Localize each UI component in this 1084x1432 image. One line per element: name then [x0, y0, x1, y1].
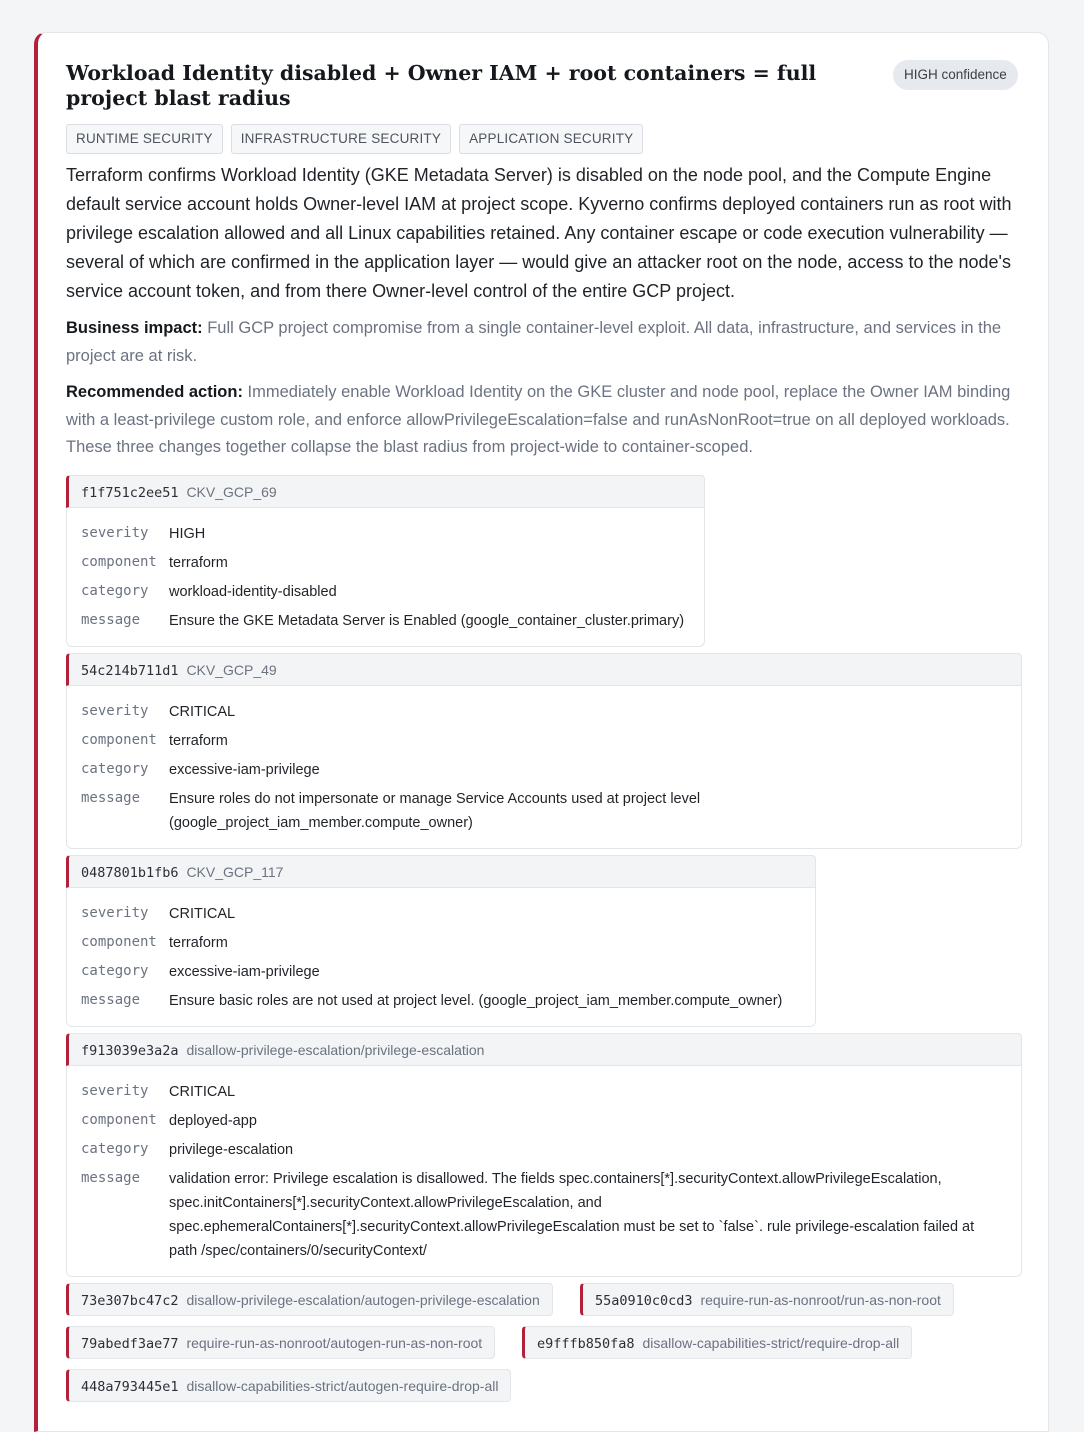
evidence-rule: require-run-as-nonroot/run-as-non-root	[700, 1292, 941, 1308]
insight-card	[34, 32, 1049, 1432]
evidence-id: e9fffb850fa8	[537, 1336, 635, 1352]
evidence-chip[interactable]	[66, 1369, 511, 1402]
evidence-rule: require-run-as-nonroot/autogen-run-as-non-root	[186, 1335, 483, 1351]
evidence-rule: disallow-privilege-escalation/privilege-escalation	[186, 1042, 485, 1058]
severity-value: CRITICAL	[169, 1084, 236, 1100]
tag-application-security: APPLICATION SECURITY	[459, 124, 643, 154]
evidence-item	[66, 475, 705, 647]
business-impact-label: Business impact:	[66, 319, 203, 337]
component-key: component	[81, 1112, 157, 1128]
severity-key: severity	[81, 1083, 149, 1099]
message-key: message	[81, 1170, 141, 1186]
evidence-rule: CKV_GCP_117	[186, 864, 284, 880]
message-value: Ensure basic roles are not used at project level. (google_project_iam_member.compute_owner)	[169, 993, 783, 1009]
tag-list	[66, 124, 643, 154]
evidence-rule: CKV_GCP_69	[186, 484, 277, 500]
evidence-chip[interactable]	[66, 1326, 495, 1359]
evidence-rule: disallow-capabilities-strict/require-drop-all	[642, 1335, 900, 1351]
recommended-action	[66, 379, 1021, 462]
finding-summary: Terraform confirms Workload Identity (GKE Metadata Server) is disabled on the node pool, and the Compute Engine default service account holds Owner-level IAM at project scope. Kyverno confirms deployed containers run as root with privilege escalation allowed and all Linux capabilities retained. Any container escape or code execution vulnerability — several of which are confirmed in the application layer — would give an attacker root on the node, access to the node's service account token, and from there Owner-level control of the entire GCP project.	[66, 165, 1012, 301]
evidence-rule: disallow-privilege-escalation/autogen-privilege-escalation	[186, 1292, 540, 1308]
evidence-chip[interactable]	[522, 1326, 912, 1359]
severity-key: severity	[81, 905, 149, 921]
message-key: message	[81, 790, 141, 806]
evidence-header[interactable]	[66, 653, 1022, 686]
category-value: workload-identity-disabled	[169, 584, 337, 600]
evidence-header[interactable]	[66, 855, 816, 888]
component-value: deployed-app	[169, 1113, 257, 1129]
message-key: message	[81, 992, 141, 1008]
severity-value: CRITICAL	[169, 704, 236, 720]
evidence-id: 448a793445e1	[81, 1379, 179, 1395]
recommended-action-label: Recommended action:	[66, 383, 243, 401]
category-value: excessive-iam-privilege	[169, 964, 320, 980]
evidence-chip[interactable]	[580, 1283, 954, 1316]
evidence-chip[interactable]	[66, 1283, 553, 1316]
evidence-id: f1f751c2ee51	[81, 485, 179, 501]
evidence-id: f913039e3a2a	[81, 1043, 179, 1059]
evidence-item	[66, 653, 1022, 849]
component-value: terraform	[169, 733, 228, 749]
evidence-details	[66, 888, 816, 1027]
severity-value: CRITICAL	[169, 906, 236, 922]
evidence-id: 55a0910c0cd3	[595, 1293, 693, 1309]
message-key: message	[81, 612, 141, 628]
finding-title: Workload Identity disabled + Owner IAM + root containers = full project blast radius	[66, 61, 817, 110]
evidence-id: 54c214b711d1	[81, 663, 179, 679]
category-key: category	[81, 963, 149, 979]
category-value: excessive-iam-privilege	[169, 762, 320, 778]
evidence-id: 0487801b1fb6	[81, 865, 179, 881]
component-key: component	[81, 554, 157, 570]
component-value: terraform	[169, 935, 228, 951]
business-impact	[66, 315, 1021, 370]
component-value: terraform	[169, 555, 228, 571]
category-key: category	[81, 761, 149, 777]
severity-key: severity	[81, 525, 149, 541]
confidence-badge: HIGH confidence	[893, 60, 1018, 90]
evidence-rule: disallow-capabilities-strict/autogen-require-drop-all	[186, 1378, 499, 1394]
message-value: Ensure the GKE Metadata Server is Enabled (google_container_cluster.primary)	[169, 613, 685, 629]
evidence-details	[66, 508, 705, 647]
category-key: category	[81, 1141, 149, 1157]
component-key: component	[81, 934, 157, 950]
category-key: category	[81, 583, 149, 599]
evidence-header[interactable]	[66, 475, 705, 508]
evidence-details	[66, 1066, 1022, 1277]
evidence-id: 73e307bc47c2	[81, 1293, 179, 1309]
evidence-item	[66, 1033, 1022, 1277]
category-value: privilege-escalation	[169, 1142, 294, 1158]
severity-key: severity	[81, 703, 149, 719]
tag-infrastructure-security: INFRASTRUCTURE SECURITY	[231, 124, 451, 154]
message-value: Ensure roles do not impersonate or manage Service Accounts used at project level (google_project_iam_member.compute_owner)	[169, 791, 701, 831]
evidence-header[interactable]	[66, 1033, 1022, 1066]
evidence-item	[66, 855, 816, 1027]
component-key: component	[81, 732, 157, 748]
evidence-details	[66, 686, 1022, 849]
severity-value: HIGH	[169, 526, 206, 542]
recommended-action-text: Immediately enable Workload Identity on the GKE cluster and node pool, replace the Owner IAM binding with a least-privilege custom role, and enforce allowPrivilegeEscalation=false and runAsNonRoot=true on all deployed workloads. These three changes together collapse the blast radius from project-wide to container-scoped.	[66, 383, 1011, 456]
evidence-id: 79abedf3ae77	[81, 1336, 179, 1352]
evidence-rule: CKV_GCP_49	[186, 662, 277, 678]
message-value: validation error: Privilege escalation is disallowed. The fields spec.containers[*].securityContext.allowPrivilegeEscalation, spec.initContainers[*].securityContext.allowPrivilegeEscalation, and spec.ephemeralContainers[*].securityContext.allowPrivilegeEscalation must be set to `false`. rule privilege-escalation failed at path /spec/containers/0/securityContext/	[169, 1171, 975, 1259]
tag-runtime-security: RUNTIME SECURITY	[66, 124, 223, 154]
business-impact-text: Full GCP project compromise from a single container-level exploit. All data, infrastructure, and services in the project are at risk.	[66, 319, 1002, 365]
